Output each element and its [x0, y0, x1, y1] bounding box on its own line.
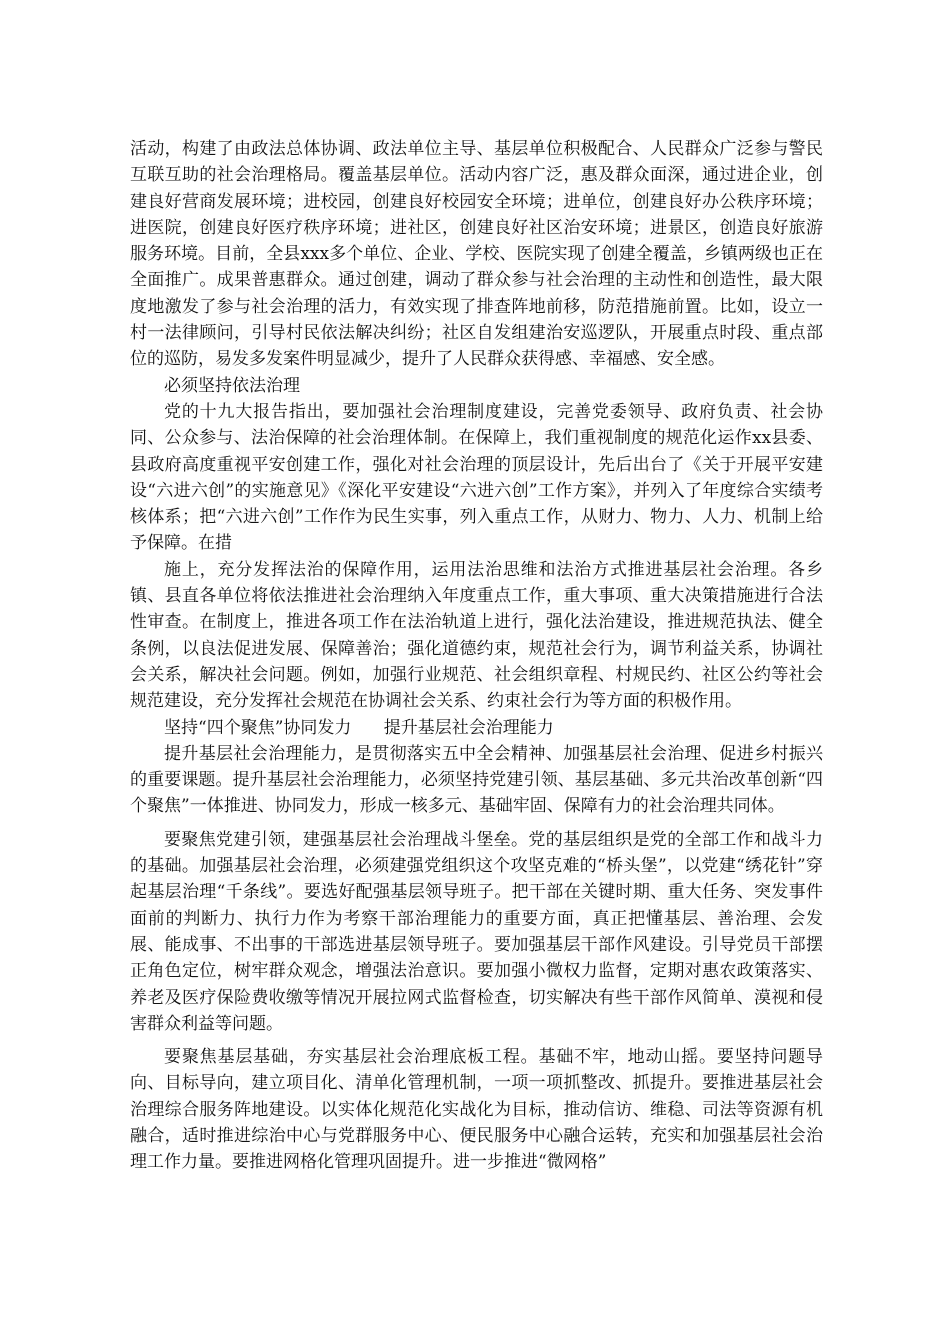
- section-heading-rule-of-law: 必须坚持依法治理: [164, 375, 300, 396]
- paragraph-nineteenth-congress: 党的十九大报告指出，要加强社会治理制度建设，完善党委领导、政府负责、社会协同、公众参与、法治保障的社会治理体制。在保障上，我们重视制度的规范化运作xx县委、县政府高度重视平安创建工作，强化对社会治理的顶层设计，先后出台了《关于开展平安建设“六进六创”的实施意见》《深化平安建设“六进六创”工作方案》，并列入了年度综合实绩考核体系；把“六进六创”工作作为民生实事，列入重点工作，从财力、物力、人力、机制上给予保障。在措: [130, 401, 823, 554]
- document-body: [130, 136, 823, 1176]
- paragraph-legal-measures: 施上，充分发挥法治的保障作用，运用法治思维和法治方式推进基层社会治理。各乡镇、县直各单位将依法推进社会治理纳入年度重点工作，重大事项、重大决策措施进行合法性审查。在制度上，推进各项工作在法治轨道上进行，强化法治建设，推进规范执法、健全条例，以良法促进发展、保障善治；强化道德约束，规范社会行为，调节利益关系，协调社会关系，解决社会问题。例如，加强行业规范、社会组织章程、村规民约、社区公约等社会规范建设，充分发挥社会规范在协调社会关系、约束社会行为等方面的积极作用。: [130, 559, 823, 712]
- paragraph-grassroots-foundation: 要聚焦基层基础，夯实基层社会治理底板工程。基础不牢，地动山摇。要坚持问题导向、目标导向，建立项目化、清单化管理机制，一项一项抓整改、抓提升。要推进基层社会治理综合服务阵地建设。以实体化规范化实战化为目标，推动信访、维稳、司法等资源有机融合，适时推进综治中心与党群服务中心、便民服务中心融合运转，充实和加强基层社会治理工作力量。要推进网格化管理巩固提升。进一步推进“微网格”: [130, 1047, 823, 1173]
- paragraph-governance-capacity: 提升基层社会治理能力，是贯彻落实五中全会精神、加强基层社会治理、促进乡村振兴的重要课题。提升基层社会治理能力，必须坚持党建引领、基层基础、多元共治改革创新“四个聚焦”一体推进、协同发力，形成一核多元、基础牢固、保障有力的社会治理共同体。: [130, 743, 823, 817]
- paragraph-activity-summary: 活动，构建了由政法总体协调、政法单位主导、基层单位积极配合、人民群众广泛参与警民互联互助的社会治理格局。覆盖基层单位。活动内容广泛，惠及群众面深，通过进企业，创建良好营商发展环境；进校园，创建良好校园安全环境；进单位，创建良好办公秩序环境；进医院，创建良好医疗秩序环境；进社区，创建良好社区治安环境；进景区，创造良好旅游服务环境。目前，全县xxx多个单位、企业、学校、医院实现了创建全覆盖，乡镇两级也正在全面推广。成果普惠群众。通过创建，调动了群众参与社会治理的主动性和创造性，最大限度地激发了参与社会治理的活力，有效实现了排查阵地前移，防范措施前置。比如，设立一村一法律顾问，引导村民依法解决纠纷；社区自发组建治安巡逻队，开展重点时段、重点部位的巡防，易发多发案件明显减少，提升了人民群众获得感、幸福感、安全感。: [130, 139, 823, 370]
- paragraph-party-leadership: 要聚焦党建引领，建强基层社会治理战斗堡垒。党的基层组织是党的全部工作和战斗力的基础。加强基层社会治理，必须建强党组织这个攻坚克难的“桥头堡”，以党建“绣花针”穿起基层治理“千条线”。要选好配强基层领导班子。把干部在关键时期、重大任务、突发事件面前的判断力、执行力作为考察干部治理能力的重要方面，真正把懂基层、善治理、会发展、能成事、不出事的干部选进基层领导班子。要加强基层干部作风建设。引导党员干部摆正角色定位，树牢群众观念，增强法治意识。要加强小微权力监督，定期对惠农政策落实、养老及医疗保险费收缴等情况开展拉网式监督检查，切实解决有些干部作风简单、漠视和侵害群众利益等问题。: [130, 829, 823, 1034]
- section-heading-four-focuses: 坚持“四个聚焦”协同发力 提升基层社会治理能力: [164, 717, 554, 738]
